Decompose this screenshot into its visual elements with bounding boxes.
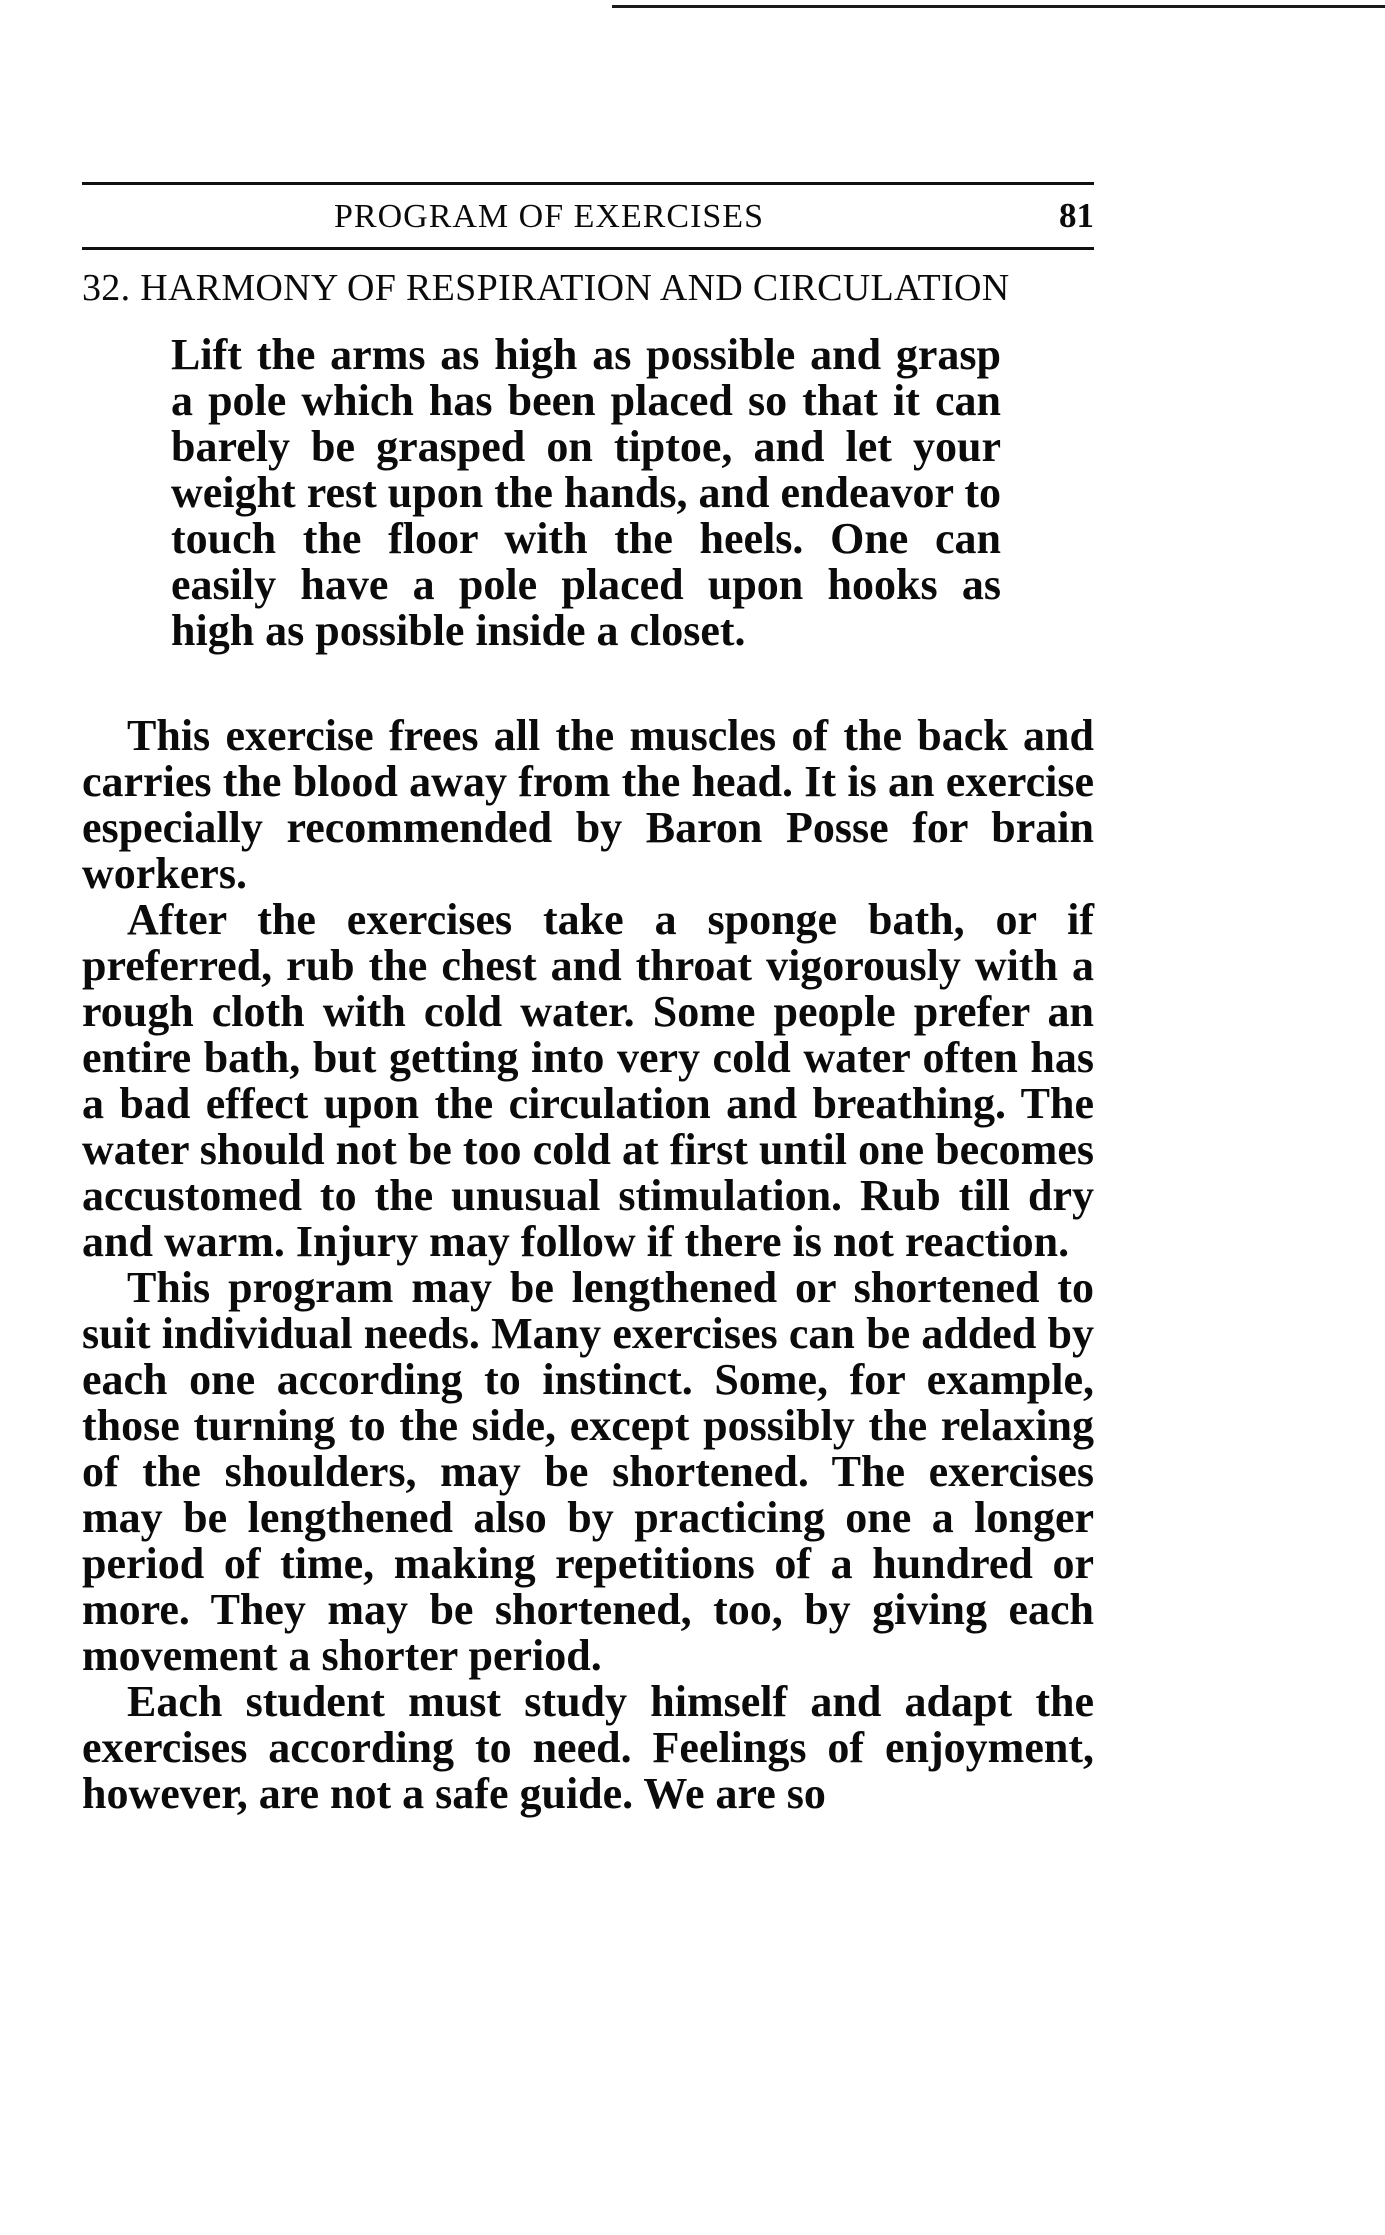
paragraph: After the exercises take a sponge bath, or if preferred, rub the chest and throat vigorously with a rough cloth with cold water. Some people prefer an entire bath, but getting into very cold water often has a bad effect upon the circulation and breathing. The water should not be too cold at first until one becomes accustomed to the unusual stimulation. Rub till dry and warm. Injury may follow if there is not reaction.	[82, 895, 1094, 1266]
exercise-instruction: Lift the arms as high as possible and grasp a pole which has been placed so that it can barely be grasped on tiptoe, and let your weight rest upon the hands, and endeavor to touch the floor with the heels. One can easily have a pole placed upon hooks as high as possible inside a closet.	[171, 330, 1001, 655]
top-edge-rule	[612, 5, 1385, 8]
body-text	[82, 713, 1094, 1817]
page-number: 81	[1059, 196, 1094, 235]
paragraph: Each student must study himself and adapt the exercises according to need. Feelings of enjoyment, however, are not a safe guide. We are so	[82, 1677, 1094, 1818]
running-header	[82, 182, 1094, 250]
section-title: 32. HARMONY OF RESPIRATION AND CIRCULATION	[82, 267, 1010, 309]
running-header-title: PROGRAM OF EXERCISES	[334, 198, 764, 235]
paragraph: This program may be lengthened or shortened to suit individual needs. Many exercises can be added by each one according to instinct. Some, for example, those turning to the side, except possibly the relaxing of the shoulders, may be shortened. The exercises may be lengthened also by practicing one a longer period of time, making repetitions of a hundred or more. They may be shortened, too, by giving each movement a shorter period.	[82, 1263, 1094, 1680]
paragraph: This exercise frees all the muscles of the back and carries the blood away from the head. It is an exercise especially recommended by Baron Posse for brain workers.	[82, 711, 1094, 898]
